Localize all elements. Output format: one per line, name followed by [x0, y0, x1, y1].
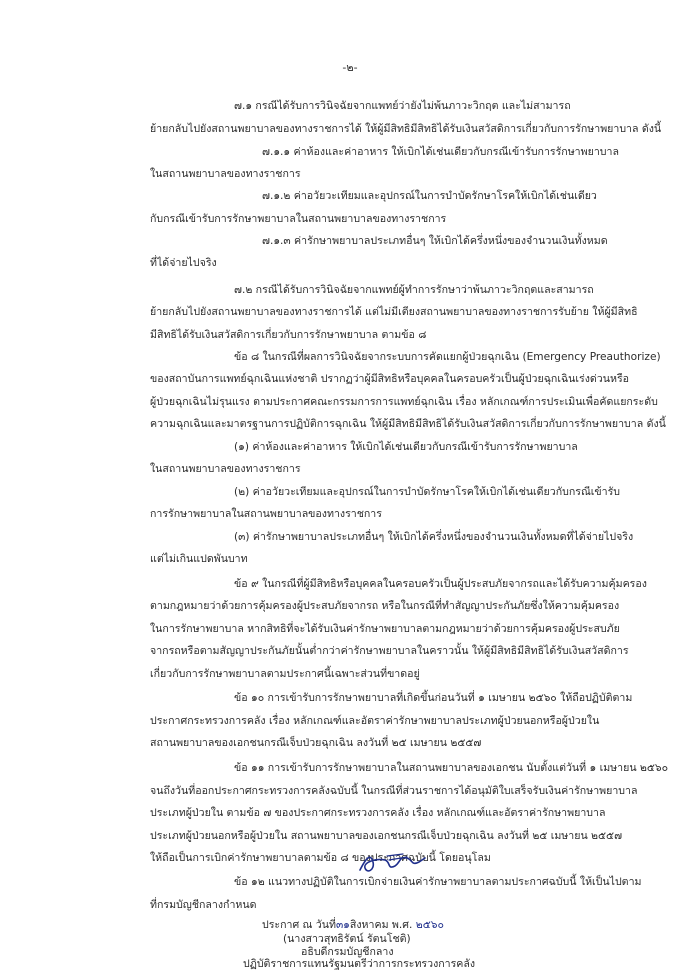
text-line: ในการรักษาพยาบาล หากสิทธิที่จะได้รับเงินค่ารักษาพยาบาลตามกฎหมายว่าด้วยการคุ้มครองผู้ประสบภัย	[150, 623, 620, 635]
text-line: ให้ถือเป็นการเบิกค่ารักษาพยาบาลตามข้อ ๘ ของประกาศฉบับนี้ โดยอนุโลม	[150, 852, 491, 864]
text-line: ตามกฎหมายว่าด้วยการคุ้มครองผู้ประสบภัยจากรถ หรือในกรณีที่ทำสัญญาประกันภัยซึ่งให้ความคุ้มครอง	[150, 600, 620, 612]
page-number: -๒-	[342, 61, 358, 74]
text-line: ประกาศกระทรวงการคลัง เรื่อง หลักเกณฑ์และอัตราค่ารักษาพยาบาลประเภทผู้ป่วยนอกหรือผู้ป่วยใน	[150, 715, 600, 727]
text-line: ย้ายกลับไปยังสถานพยาบาลของทางราชการได้ แต่ไม่มีเตียงสถานพยาบาลของทางราชการรับย้าย ให้ผู้มีสิทธิ	[150, 306, 638, 318]
text-line: ย้ายกลับไปยังสถานพยาบาลของทางราชการได้ ให้ผู้มีสิทธิมีสิทธิได้รับเงินสวัสดิการเกี่ยวกับการรักษาพยาบาล ดังนี้	[150, 123, 662, 135]
text-line: จากรถหรือตามสัญญาประกันภัยนั้นต่ำกว่าค่ารักษาพยาบาลในคราวนั้น ให้ผู้มีสิทธิมีสิทธิได้รับเงินสวัสดิการ	[150, 645, 629, 657]
text-line: ผู้ป่วยฉุกเฉินไม่รุนแรง ตามประกาศคณะกรรมการการแพทย์ฉุกเฉิน เรื่อง หลักเกณฑ์การประเมินเพื่อคัดแยกระดับ	[150, 396, 658, 408]
announcement-date	[262, 919, 444, 932]
text-line: ข้อ ๑๒ แนวทางปฏิบัติในการเบิกจ่ายเงินค่ารักษาพยาบาลตามประกาศฉบับนี้ ให้เป็นไปตาม	[234, 876, 642, 888]
text-line: จนถึงวันที่ออกประกาศกระทรวงการคลังฉบับนี้ ในกรณีที่ส่วนราชการได้อนุมัติใบเสร็จรับเงินค่ารักษาพยาบาล	[150, 785, 638, 797]
text-line: ในสถานพยาบาลของทางราชการ	[150, 463, 301, 475]
text-line: ประเภทผู้ป่วยใน ตามข้อ ๗ ของประกาศกระทรวงการคลัง เรื่อง หลักเกณฑ์และอัตราค่ารักษาพยาบาล	[150, 807, 606, 819]
text-line: ๗.๑.๑ ค่าห้องและค่าอาหาร ให้เบิกได้เช่นเดียวกับกรณีเข้ารับการรักษาพยาบาล	[262, 146, 619, 158]
text-line: ข้อ ๑๐ การเข้ารับการรักษาพยาบาลที่เกิดขึ้นก่อนวันที่ ๑ เมษายน ๒๕๖๐ ให้ถือปฏิบัติตาม	[234, 692, 633, 704]
text-line: ข้อ ๙ ในกรณีที่ผู้มีสิทธิหรือบุคคลในครอบครัวเป็นผู้ประสบภัยจากรถและได้รับความคุ้มครอง	[234, 578, 647, 590]
announcement-year: ๒๕๖๐	[415, 919, 444, 931]
text-line: ๗.๑.๒ ค่าอวัยวะเทียมและอุปกรณ์ในการบำบัดรักษาโรคให้เบิกได้เช่นเดียว	[262, 190, 597, 202]
text-line: ๗.๒ กรณีได้รับการวินิจฉัยจากแพทย์ผู้ทำการรักษาว่าพ้นภาวะวิกฤตและสามารถ	[234, 284, 594, 296]
announcement-day: ๓๑	[335, 919, 350, 931]
text-line: ของสถาบันการแพทย์ฉุกเฉินแห่งชาติ ปรากฏว่าผู้มีสิทธิหรือบุคคลในครอบครัวเป็นผู้ป่วยฉุกเฉินเร่งด่วนหรือ	[150, 373, 629, 385]
text-line: ข้อ ๘ ในกรณีที่ผลการวินิจฉัยจากระบบการคัดแยกผู้ป่วยฉุกเฉิน (Emergency Preauthorize)	[234, 351, 661, 363]
text-line: ประเภทผู้ป่วยนอกหรือผู้ป่วยใน สถานพยาบาลของเอกชนกรณีเจ็บป่วยฉุกเฉิน ลงวันที่ ๒๕ เมษายน ๒๕๕๗	[150, 830, 623, 842]
text-line: ที่กรมบัญชีกลางกำหนด	[150, 899, 257, 911]
text-line: (๓) ค่ารักษาพยาบาลประเภทอื่นๆ ให้เบิกได้ครึ่งหนึ่งของจำนวนเงินทั้งหมดที่ได้จ่ายไปจริง	[234, 531, 634, 543]
signatory-position: อธิบดีกรมบัญชีกลาง	[301, 946, 394, 958]
text-line: ๗.๑.๓ ค่ารักษาพยาบาลประเภทอื่นๆ ให้เบิกได้ครึ่งหนึ่งของจำนวนเงินทั้งหมด	[262, 235, 608, 247]
text-line: เกี่ยวกับการรักษาพยาบาลตามประกาศนี้เฉพาะส่วนที่ขาดอยู่	[150, 668, 420, 680]
signature-image	[357, 848, 427, 876]
text-line: ๗.๑ กรณีได้รับการวินิจฉัยจากแพทย์ว่ายังไม่พ้นภาวะวิกฤต และไม่สามารถ	[234, 100, 571, 112]
signatory-name: (นางสาวสุทธิรัตน์ รัตนโชติ)	[283, 933, 411, 945]
text-line: (๒) ค่าอวัยวะเทียมและอุปกรณ์ในการบำบัดรักษาโรคให้เบิกได้เช่นเดียวกับกรณีเข้ารับ	[234, 486, 621, 498]
signatory-acting: ปฏิบัติราชการแทนรัฐมนตรีว่าการกระทรวงการคลัง	[243, 958, 476, 970]
text-line: สถานพยาบาลของเอกชนกรณีเจ็บป่วยฉุกเฉิน ลงวันที่ ๒๕ เมษายน ๒๕๕๗	[150, 737, 482, 749]
text-line: ข้อ ๑๑ การเข้ารับการรักษาพยาบาลในสถานพยาบาลของเอกชน นับตั้งแต่วันที่ ๑ เมษายน ๒๕๖๐	[234, 762, 669, 774]
text-line: (๑) ค่าห้องและค่าอาหาร ให้เบิกได้เช่นเดียวกับกรณีเข้ารับการรักษาพยาบาล	[234, 441, 578, 453]
text-line: ในสถานพยาบาลของทางราชการ	[150, 168, 301, 180]
text-line: แต่ไม่เกินแปดพันบาท	[150, 553, 248, 565]
text-line: การรักษาพยาบาลในสถานพยาบาลของทางราชการ	[150, 508, 382, 520]
text-line: กับกรณีเข้ารับการรักษาพยาบาลในสถานพยาบาลของทางราชการ	[150, 213, 447, 225]
text-line: มีสิทธิได้รับเงินสวัสดิการเกี่ยวกับการรักษาพยาบาล ตามข้อ ๘	[150, 329, 427, 341]
announcement-month: สิงหาคม พ.ศ.	[349, 919, 413, 931]
text-line: ความฉุกเฉินและมาตรฐานการปฏิบัติการฉุกเฉิน ให้ผู้มีสิทธิมีสิทธิได้รับเงินสวัสดิการเกี่ยวกับการรักษาพยาบาล ดังนี้	[150, 418, 666, 430]
text-line: ที่ได้จ่ายไปจริง	[150, 257, 217, 269]
announcement-prefix: ประกาศ ณ วันที่	[262, 919, 336, 931]
